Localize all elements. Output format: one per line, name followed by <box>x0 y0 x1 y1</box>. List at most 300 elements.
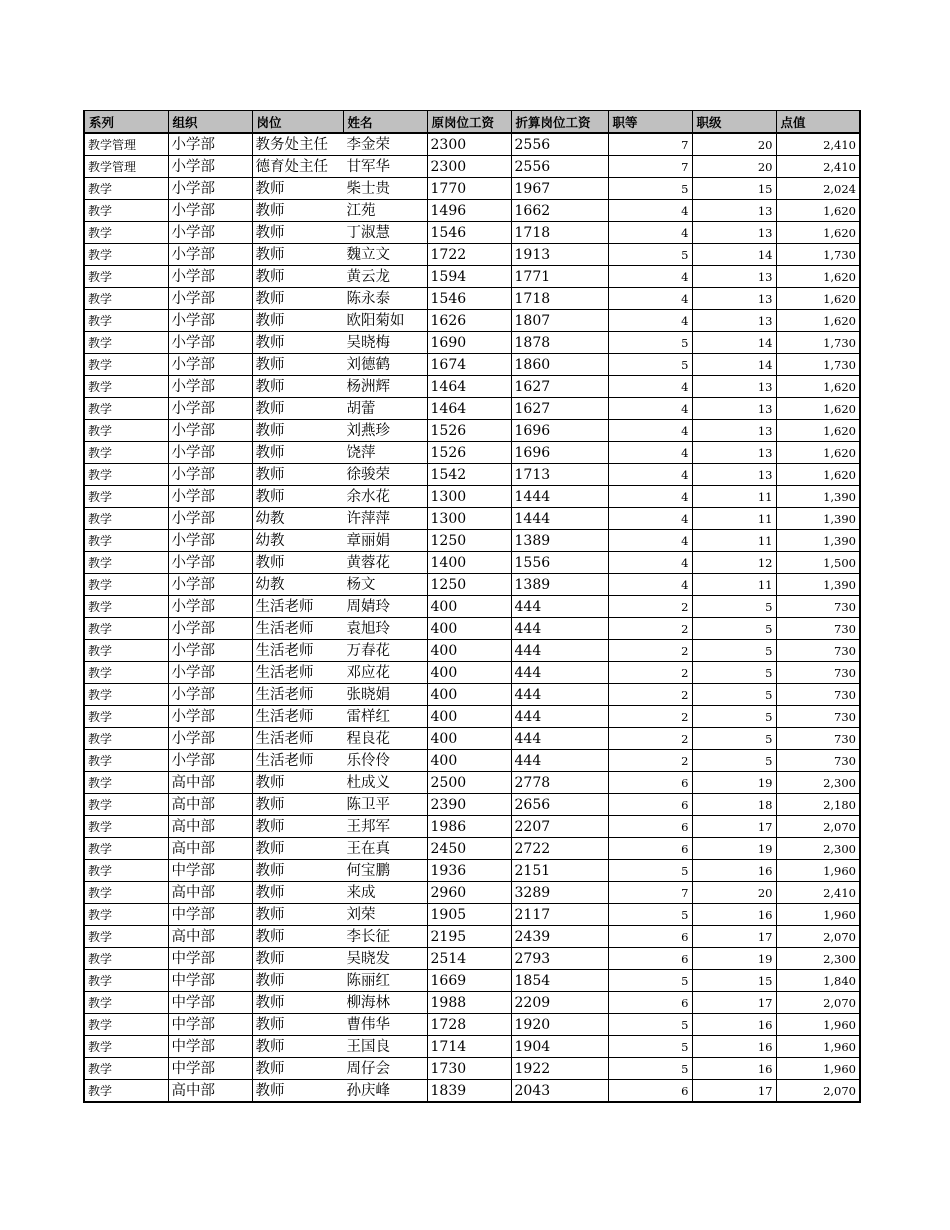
series-cell: 教学 <box>84 1014 168 1036</box>
original-salary-cell: 1250 <box>427 530 511 552</box>
salary-table <box>83 110 861 1103</box>
table-row <box>84 508 860 530</box>
position-cell: 教师 <box>252 904 343 926</box>
converted-salary-cell: 2117 <box>511 904 608 926</box>
points-cell: 730 <box>776 618 860 640</box>
level-cell: 20 <box>692 156 776 178</box>
organization-cell: 小学部 <box>168 200 252 222</box>
grade-cell: 4 <box>608 200 692 222</box>
header-grade: 职等 <box>608 111 692 134</box>
grade-cell: 6 <box>608 838 692 860</box>
level-cell: 5 <box>692 662 776 684</box>
table-row <box>84 354 860 376</box>
series-cell: 教学 <box>84 860 168 882</box>
original-salary-cell: 400 <box>427 728 511 750</box>
converted-salary-cell: 1718 <box>511 288 608 310</box>
series-cell: 教学 <box>84 684 168 706</box>
level-cell: 20 <box>692 133 776 156</box>
organization-cell: 小学部 <box>168 398 252 420</box>
organization-cell: 小学部 <box>168 618 252 640</box>
converted-salary-cell: 2778 <box>511 772 608 794</box>
points-cell: 1,960 <box>776 1036 860 1058</box>
converted-salary-cell: 1920 <box>511 1014 608 1036</box>
grade-cell: 2 <box>608 728 692 750</box>
points-cell: 2,410 <box>776 156 860 178</box>
position-cell: 生活老师 <box>252 728 343 750</box>
level-cell: 11 <box>692 530 776 552</box>
position-cell: 教师 <box>252 486 343 508</box>
level-cell: 15 <box>692 178 776 200</box>
name-cell: 孙庆峰 <box>343 1080 427 1103</box>
grade-cell: 5 <box>608 860 692 882</box>
table-row <box>84 442 860 464</box>
original-salary-cell: 1988 <box>427 992 511 1014</box>
grade-cell: 5 <box>608 970 692 992</box>
grade-cell: 4 <box>608 508 692 530</box>
grade-cell: 4 <box>608 420 692 442</box>
table-row <box>84 882 860 904</box>
converted-salary-cell: 2209 <box>511 992 608 1014</box>
position-cell: 教师 <box>252 288 343 310</box>
table-row <box>84 464 860 486</box>
series-cell: 教学 <box>84 882 168 904</box>
grade-cell: 2 <box>608 706 692 728</box>
organization-cell: 小学部 <box>168 640 252 662</box>
name-cell: 江苑 <box>343 200 427 222</box>
points-cell: 1,620 <box>776 420 860 442</box>
converted-salary-cell: 1807 <box>511 310 608 332</box>
level-cell: 17 <box>692 1080 776 1103</box>
series-cell: 教学 <box>84 596 168 618</box>
name-cell: 曹伟华 <box>343 1014 427 1036</box>
name-cell: 丁淑慧 <box>343 222 427 244</box>
grade-cell: 5 <box>608 1036 692 1058</box>
position-cell: 幼教 <box>252 508 343 530</box>
position-cell: 教师 <box>252 948 343 970</box>
original-salary-cell: 1526 <box>427 420 511 442</box>
header-name: 姓名 <box>343 111 427 134</box>
header-organization: 组织 <box>168 111 252 134</box>
original-salary-cell: 400 <box>427 618 511 640</box>
points-cell: 1,390 <box>776 530 860 552</box>
series-cell: 教学 <box>84 486 168 508</box>
series-cell: 教学 <box>84 354 168 376</box>
original-salary-cell: 400 <box>427 640 511 662</box>
original-salary-cell: 400 <box>427 706 511 728</box>
converted-salary-cell: 1718 <box>511 222 608 244</box>
table-row <box>84 200 860 222</box>
level-cell: 11 <box>692 508 776 530</box>
position-cell: 教师 <box>252 244 343 266</box>
series-cell: 教学 <box>84 508 168 530</box>
header-level: 职级 <box>692 111 776 134</box>
converted-salary-cell: 2439 <box>511 926 608 948</box>
level-cell: 5 <box>692 596 776 618</box>
points-cell: 2,300 <box>776 838 860 860</box>
level-cell: 13 <box>692 222 776 244</box>
points-cell: 1,620 <box>776 398 860 420</box>
header-converted-salary: 折算岗位工资 <box>511 111 608 134</box>
position-cell: 教师 <box>252 970 343 992</box>
level-cell: 17 <box>692 992 776 1014</box>
series-cell: 教学 <box>84 332 168 354</box>
series-cell: 教学 <box>84 706 168 728</box>
organization-cell: 小学部 <box>168 596 252 618</box>
grade-cell: 6 <box>608 1080 692 1103</box>
points-cell: 730 <box>776 662 860 684</box>
points-cell: 1,730 <box>776 332 860 354</box>
organization-cell: 小学部 <box>168 442 252 464</box>
name-cell: 许萍萍 <box>343 508 427 530</box>
table-row <box>84 1014 860 1036</box>
series-cell: 教学 <box>84 772 168 794</box>
series-cell: 教学 <box>84 838 168 860</box>
converted-salary-cell: 444 <box>511 596 608 618</box>
points-cell: 2,300 <box>776 948 860 970</box>
level-cell: 13 <box>692 420 776 442</box>
converted-salary-cell: 444 <box>511 662 608 684</box>
series-cell: 教学 <box>84 244 168 266</box>
table-row <box>84 420 860 442</box>
organization-cell: 小学部 <box>168 376 252 398</box>
converted-salary-cell: 2793 <box>511 948 608 970</box>
converted-salary-cell: 2151 <box>511 860 608 882</box>
table-row <box>84 1036 860 1058</box>
position-cell: 生活老师 <box>252 640 343 662</box>
position-cell: 教师 <box>252 838 343 860</box>
converted-salary-cell: 1389 <box>511 530 608 552</box>
position-cell: 教师 <box>252 442 343 464</box>
name-cell: 余水花 <box>343 486 427 508</box>
position-cell: 生活老师 <box>252 684 343 706</box>
position-cell: 教师 <box>252 376 343 398</box>
original-salary-cell: 400 <box>427 596 511 618</box>
position-cell: 教务处主任 <box>252 133 343 156</box>
converted-salary-cell: 1662 <box>511 200 608 222</box>
table-row <box>84 1080 860 1103</box>
series-cell: 教学 <box>84 904 168 926</box>
organization-cell: 高中部 <box>168 882 252 904</box>
organization-cell: 中学部 <box>168 1014 252 1036</box>
position-cell: 教师 <box>252 398 343 420</box>
series-cell: 教学 <box>84 750 168 772</box>
table-row <box>84 926 860 948</box>
grade-cell: 4 <box>608 288 692 310</box>
organization-cell: 小学部 <box>168 420 252 442</box>
grade-cell: 6 <box>608 926 692 948</box>
original-salary-cell: 1770 <box>427 178 511 200</box>
points-cell: 730 <box>776 684 860 706</box>
original-salary-cell: 400 <box>427 662 511 684</box>
converted-salary-cell: 444 <box>511 728 608 750</box>
level-cell: 19 <box>692 772 776 794</box>
table-row <box>84 266 860 288</box>
position-cell: 教师 <box>252 266 343 288</box>
position-cell: 生活老师 <box>252 706 343 728</box>
level-cell: 17 <box>692 926 776 948</box>
position-cell: 教师 <box>252 1036 343 1058</box>
table-row <box>84 552 860 574</box>
header-original-salary: 原岗位工资 <box>427 111 511 134</box>
table-row <box>84 574 860 596</box>
series-cell: 教学 <box>84 552 168 574</box>
position-cell: 教师 <box>252 992 343 1014</box>
level-cell: 5 <box>692 618 776 640</box>
organization-cell: 小学部 <box>168 288 252 310</box>
series-cell: 教学 <box>84 266 168 288</box>
series-cell: 教学 <box>84 992 168 1014</box>
level-cell: 12 <box>692 552 776 574</box>
original-salary-cell: 1496 <box>427 200 511 222</box>
grade-cell: 4 <box>608 486 692 508</box>
name-cell: 万春花 <box>343 640 427 662</box>
points-cell: 1,960 <box>776 860 860 882</box>
level-cell: 13 <box>692 266 776 288</box>
name-cell: 袁旭玲 <box>343 618 427 640</box>
points-cell: 730 <box>776 640 860 662</box>
grade-cell: 5 <box>608 1058 692 1080</box>
position-cell: 幼教 <box>252 530 343 552</box>
position-cell: 教师 <box>252 420 343 442</box>
original-salary-cell: 1594 <box>427 266 511 288</box>
series-cell: 教学 <box>84 662 168 684</box>
table-row <box>84 750 860 772</box>
position-cell: 教师 <box>252 464 343 486</box>
name-cell: 雷样红 <box>343 706 427 728</box>
points-cell: 1,620 <box>776 266 860 288</box>
original-salary-cell: 400 <box>427 684 511 706</box>
grade-cell: 2 <box>608 662 692 684</box>
points-cell: 1,620 <box>776 376 860 398</box>
points-cell: 1,960 <box>776 1014 860 1036</box>
converted-salary-cell: 1860 <box>511 354 608 376</box>
converted-salary-cell: 1913 <box>511 244 608 266</box>
points-cell: 1,390 <box>776 508 860 530</box>
organization-cell: 小学部 <box>168 310 252 332</box>
series-cell: 教学 <box>84 970 168 992</box>
original-salary-cell: 1986 <box>427 816 511 838</box>
name-cell: 王在真 <box>343 838 427 860</box>
points-cell: 730 <box>776 706 860 728</box>
organization-cell: 小学部 <box>168 222 252 244</box>
grade-cell: 7 <box>608 156 692 178</box>
name-cell: 刘德鹤 <box>343 354 427 376</box>
original-salary-cell: 1730 <box>427 1058 511 1080</box>
level-cell: 18 <box>692 794 776 816</box>
converted-salary-cell: 2207 <box>511 816 608 838</box>
original-salary-cell: 1690 <box>427 332 511 354</box>
points-cell: 2,070 <box>776 1080 860 1103</box>
series-cell: 教学 <box>84 442 168 464</box>
series-cell: 教学 <box>84 222 168 244</box>
header-series: 系列 <box>84 111 168 134</box>
table-row <box>84 244 860 266</box>
converted-salary-cell: 2722 <box>511 838 608 860</box>
grade-cell: 4 <box>608 266 692 288</box>
name-cell: 杨文 <box>343 574 427 596</box>
grade-cell: 4 <box>608 574 692 596</box>
organization-cell: 小学部 <box>168 266 252 288</box>
converted-salary-cell: 1967 <box>511 178 608 200</box>
table-row <box>84 684 860 706</box>
series-cell: 教学 <box>84 420 168 442</box>
organization-cell: 小学部 <box>168 332 252 354</box>
organization-cell: 小学部 <box>168 684 252 706</box>
grade-cell: 6 <box>608 948 692 970</box>
level-cell: 13 <box>692 310 776 332</box>
header-points: 点值 <box>776 111 860 134</box>
level-cell: 13 <box>692 464 776 486</box>
name-cell: 章丽娟 <box>343 530 427 552</box>
points-cell: 1,620 <box>776 222 860 244</box>
position-cell: 教师 <box>252 1014 343 1036</box>
original-salary-cell: 1300 <box>427 486 511 508</box>
level-cell: 5 <box>692 640 776 662</box>
organization-cell: 中学部 <box>168 992 252 1014</box>
organization-cell: 中学部 <box>168 948 252 970</box>
converted-salary-cell: 1854 <box>511 970 608 992</box>
level-cell: 11 <box>692 574 776 596</box>
converted-salary-cell: 1878 <box>511 332 608 354</box>
points-cell: 2,180 <box>776 794 860 816</box>
name-cell: 王邦军 <box>343 816 427 838</box>
points-cell: 1,730 <box>776 244 860 266</box>
converted-salary-cell: 1713 <box>511 464 608 486</box>
level-cell: 16 <box>692 1014 776 1036</box>
organization-cell: 高中部 <box>168 1080 252 1103</box>
name-cell: 欧阳菊如 <box>343 310 427 332</box>
position-cell: 教师 <box>252 794 343 816</box>
table-row <box>84 222 860 244</box>
grade-cell: 4 <box>608 222 692 244</box>
table-row <box>84 133 860 156</box>
converted-salary-cell: 2556 <box>511 156 608 178</box>
converted-salary-cell: 1389 <box>511 574 608 596</box>
name-cell: 吴晓梅 <box>343 332 427 354</box>
organization-cell: 小学部 <box>168 486 252 508</box>
grade-cell: 5 <box>608 904 692 926</box>
points-cell: 730 <box>776 596 860 618</box>
name-cell: 周仔会 <box>343 1058 427 1080</box>
points-cell: 2,410 <box>776 133 860 156</box>
position-cell: 教师 <box>252 178 343 200</box>
points-cell: 1,840 <box>776 970 860 992</box>
name-cell: 杜成义 <box>343 772 427 794</box>
organization-cell: 小学部 <box>168 728 252 750</box>
table-row <box>84 178 860 200</box>
converted-salary-cell: 1904 <box>511 1036 608 1058</box>
table-row <box>84 486 860 508</box>
organization-cell: 小学部 <box>168 244 252 266</box>
points-cell: 2,300 <box>776 772 860 794</box>
position-cell: 生活老师 <box>252 662 343 684</box>
converted-salary-cell: 1444 <box>511 486 608 508</box>
position-cell: 德育处主任 <box>252 156 343 178</box>
converted-salary-cell: 1696 <box>511 420 608 442</box>
level-cell: 14 <box>692 354 776 376</box>
table-row <box>84 838 860 860</box>
original-salary-cell: 1464 <box>427 398 511 420</box>
original-salary-cell: 1542 <box>427 464 511 486</box>
position-cell: 教师 <box>252 552 343 574</box>
series-cell: 教学 <box>84 288 168 310</box>
series-cell: 教学 <box>84 948 168 970</box>
level-cell: 15 <box>692 970 776 992</box>
grade-cell: 4 <box>608 530 692 552</box>
grade-cell: 2 <box>608 684 692 706</box>
grade-cell: 5 <box>608 244 692 266</box>
organization-cell: 中学部 <box>168 1036 252 1058</box>
table-row <box>84 992 860 1014</box>
points-cell: 2,070 <box>776 992 860 1014</box>
table-row <box>84 332 860 354</box>
original-salary-cell: 1728 <box>427 1014 511 1036</box>
converted-salary-cell: 1696 <box>511 442 608 464</box>
converted-salary-cell: 3289 <box>511 882 608 904</box>
series-cell: 教学管理 <box>84 133 168 156</box>
table-row <box>84 772 860 794</box>
table-row <box>84 706 860 728</box>
organization-cell: 小学部 <box>168 156 252 178</box>
converted-salary-cell: 1444 <box>511 508 608 530</box>
original-salary-cell: 1722 <box>427 244 511 266</box>
grade-cell: 4 <box>608 398 692 420</box>
table-row <box>84 728 860 750</box>
converted-salary-cell: 1922 <box>511 1058 608 1080</box>
original-salary-cell: 1674 <box>427 354 511 376</box>
grade-cell: 4 <box>608 376 692 398</box>
position-cell: 生活老师 <box>252 596 343 618</box>
converted-salary-cell: 1771 <box>511 266 608 288</box>
grade-cell: 7 <box>608 133 692 156</box>
points-cell: 1,620 <box>776 310 860 332</box>
organization-cell: 高中部 <box>168 926 252 948</box>
series-cell: 教学 <box>84 574 168 596</box>
series-cell: 教学 <box>84 310 168 332</box>
converted-salary-cell: 1627 <box>511 398 608 420</box>
series-cell: 教学 <box>84 640 168 662</box>
converted-salary-cell: 2043 <box>511 1080 608 1103</box>
series-cell: 教学 <box>84 178 168 200</box>
original-salary-cell: 1905 <box>427 904 511 926</box>
table-row <box>84 288 860 310</box>
level-cell: 5 <box>692 684 776 706</box>
original-salary-cell: 2960 <box>427 882 511 904</box>
position-cell: 教师 <box>252 200 343 222</box>
name-cell: 刘燕珍 <box>343 420 427 442</box>
series-cell: 教学 <box>84 794 168 816</box>
points-cell: 1,620 <box>776 464 860 486</box>
series-cell: 教学 <box>84 1058 168 1080</box>
points-cell: 1,960 <box>776 904 860 926</box>
name-cell: 柴士贵 <box>343 178 427 200</box>
name-cell: 陈永泰 <box>343 288 427 310</box>
organization-cell: 高中部 <box>168 794 252 816</box>
position-cell: 教师 <box>252 222 343 244</box>
name-cell: 刘荣 <box>343 904 427 926</box>
name-cell: 周婧玲 <box>343 596 427 618</box>
level-cell: 13 <box>692 398 776 420</box>
series-cell: 教学 <box>84 376 168 398</box>
points-cell: 730 <box>776 750 860 772</box>
table-header <box>84 111 860 134</box>
level-cell: 11 <box>692 486 776 508</box>
organization-cell: 高中部 <box>168 816 252 838</box>
original-salary-cell: 1714 <box>427 1036 511 1058</box>
points-cell: 1,960 <box>776 1058 860 1080</box>
original-salary-cell: 1546 <box>427 288 511 310</box>
table-row <box>84 948 860 970</box>
